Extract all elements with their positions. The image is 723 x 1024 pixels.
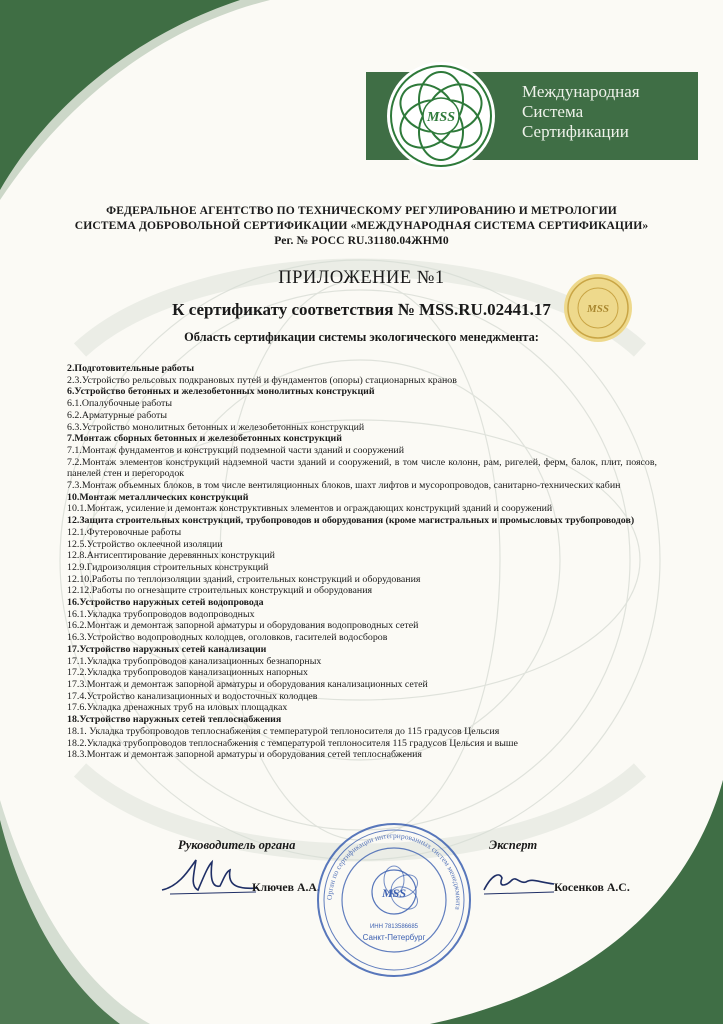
list-item: 7.2.Монтаж элементов конструкций надземной части зданий и сооружений, в том числе колонн, рам, ригелей, ферм, балок, плит, поясов, панелей стен и перегородок [67,456,657,480]
list-item: 12.1.Футеровочные работы [67,526,182,538]
svg-text:ИНН 7813586685: ИНН 7813586685 [369,924,419,930]
section-heading: 12.Защита строительных конструкций, трубопроводов и оборудования (кроме магистральных и промысловых трубопроводов) [67,515,635,527]
list-item: 6.3.Устройство монолитных бетонных и железобетонных конструкций [67,421,365,433]
list-item: 16.2.Монтаж и демонтаж запорной арматуры и оборудования водопроводных сетей [67,620,419,632]
brand-line-3: Сертификации [522,122,629,141]
svg-text:Санкт-Петербург: Санкт-Петербург [362,933,426,942]
section-heading: 17.Устройство наружных сетей канализации [67,643,267,655]
section-heading: 6.Устройство бетонных и железобетонных монолитных конструкций [67,386,375,398]
appendix-title: ПРИЛОЖЕНИЕ №1 [278,268,445,288]
brand-name [522,82,692,142]
svg-text:Орган по сертификации интегрир: Орган по сертификации интегрированных систем менеджмента [324,830,464,911]
agency-header [40,203,683,248]
section-heading: 10.Монтаж металлических конструкций [67,491,249,503]
list-item: 12.10.Работы по теплоизоляции зданий, строительных конструкций и оборудования [67,573,421,585]
head-label: Руководитель органа [178,838,296,852]
brand-line-2: Система [522,102,584,121]
list-item: 17.1.Укладка трубопроводов канализационных безнапорных [67,655,322,667]
list-item: 17.3.Монтаж и демонтаж запорной арматуры и оборудования канализационных сетей [67,678,428,690]
list-item: 12.8.Антисептирование деревянных конструкций [67,550,275,562]
svg-text:MSS: MSS [426,110,456,125]
organization-stamp [314,820,474,980]
list-item: 10.1.Монтаж, усиление и демонтаж конструктивных элементов и ограждающих конструкций зданий и сооружений [67,503,553,515]
gold-seal [562,272,634,344]
list-item: 18.2.Укладка трубопроводов теплоснабжения с температурой теплоносителя 115 градусов Цельсия и выше [67,737,518,749]
list-item: 18.1. Укладка трубопроводов теплоснабжения с температурой теплоносителя до 115 градусов Цельсия [67,725,500,737]
svg-text:MSS: MSS [586,303,610,315]
list-item: 17.6.Укладка дренажных труб на иловых площадках [67,702,288,714]
expert-signature [480,864,556,900]
mss-logo [385,60,497,172]
system-line: СИСТЕМА ДОБРОВОЛЬНОЙ СЕРТИФИКАЦИИ «МЕЖДУНАРОДНАЯ СИСТЕМА СЕРТИФИКАЦИИ» [74,219,649,232]
head-signature [160,856,260,902]
list-item: 12.12.Работы по огнезащите строительных конструкций и оборудования [67,585,373,597]
list-item: 12.9.Гидроизоляция строительных конструкций [67,561,269,573]
list-item: 17.4.Устройство канализационных и водосточных колодцев [67,690,318,702]
list-item: 17.2.Укладка трубопроводов канализационных напорных [67,667,308,679]
scope-title: Область сертификации системы экологического менеджмента: [184,330,539,344]
list-item: 16.1.Укладка трубопроводов водопроводных [67,608,255,620]
section-heading: 16.Устройство наружных сетей водопровода [67,597,264,609]
list-item: 7.3.Монтаж объемных блоков, в том числе вентиляционных блоков, шахт лифтов и мусоропроводов, санитарно-технических кабин [67,480,621,492]
scope-items-list [67,363,657,761]
list-item: 2.3.Устройство рельсовых подкрановых путей и фундаментов (опоры) стационарных кранов [67,374,457,386]
brand-line-1: Международная [522,82,640,101]
expert-label: Эксперт [489,838,538,852]
list-item: 16.3.Устройство водопроводных колодцев, оголовков, гасителей водосборов [67,632,388,644]
list-item: 6.1.Опалубочные работы [67,398,172,410]
list-item: 12.5.Устройство оклеечной изоляции [67,538,223,550]
expert-name: Косенков А.С. [554,880,630,894]
list-item: 6.2.Арматурные работы [67,409,167,421]
agency-line: ФЕДЕРАЛЬНОЕ АГЕНТСТВО ПО ТЕХНИЧЕСКОМУ РЕГУЛИРОВАНИЮ И МЕТРОЛОГИИ [106,204,617,217]
certificate-number-title: К сертификату соответствия № MSS.RU.02441.17 [172,300,551,319]
section-heading: 18.Устройство наружных сетей теплоснабжения [67,714,282,726]
section-heading: 2.Подготовительные работы [67,363,195,374]
list-item: 18.3.Монтаж и демонтаж запорной арматуры и оборудования сетей теплоснабжения [67,749,422,761]
head-name: Ключев А.А. [252,880,320,894]
svg-text:MSS: MSS [381,886,407,900]
registration-line: Рег. № РОСС RU.31180.04ЖНМ0 [274,234,449,247]
list-item: 7.1.Монтаж фундаментов и конструкций подземной части зданий и сооружений [67,444,404,456]
section-heading: 7.Монтаж сборных бетонных и железобетонных конструкций [67,433,342,445]
